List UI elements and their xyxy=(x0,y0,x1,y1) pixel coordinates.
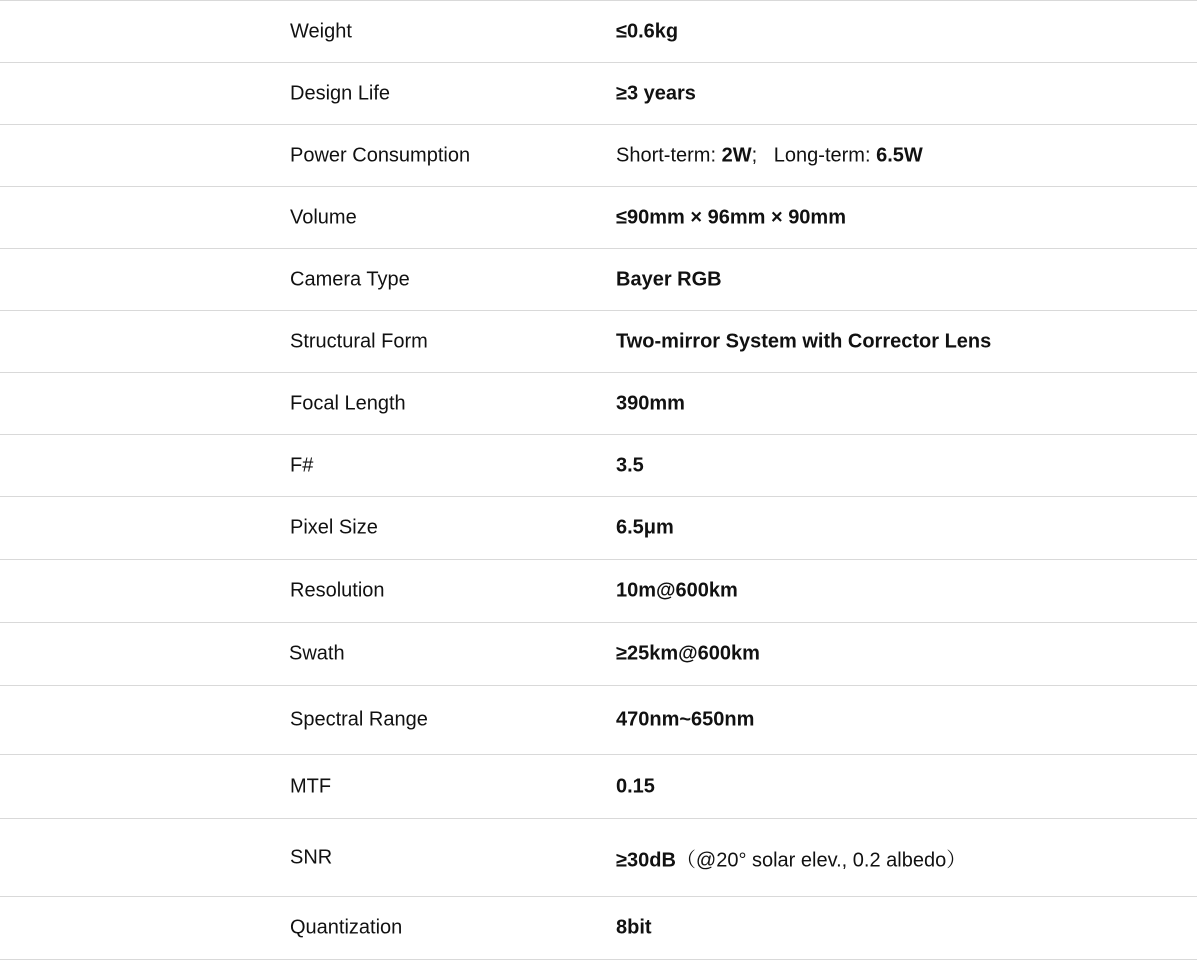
spec-row-structural-form xyxy=(0,311,1197,373)
spec-value: ≥25km@600km xyxy=(616,642,760,665)
spec-label: SNR xyxy=(290,846,333,868)
short-term-value: 2W xyxy=(721,144,752,166)
spec-row-snr xyxy=(0,819,1197,897)
spec-label: Swath xyxy=(289,642,345,665)
spec-label: Quantization xyxy=(290,916,403,939)
spec-value: 0.15 xyxy=(616,775,655,797)
spec-row-power-consumption xyxy=(0,125,1197,187)
spec-row-pixel-size xyxy=(0,497,1197,560)
long-term-value: 6.5W xyxy=(876,144,923,166)
spec-row-swath xyxy=(0,623,1197,686)
spec-label: Pixel Size xyxy=(290,516,378,539)
spec-label: Power Consumption xyxy=(290,144,471,166)
spec-label: Volume xyxy=(290,206,357,228)
spec-value: ≤90mm × 96mm × 90mm xyxy=(616,206,846,228)
long-term-label: ; Long-term: xyxy=(751,144,877,166)
spec-label: Design Life xyxy=(290,82,391,104)
spec-value: 8bit xyxy=(616,916,652,939)
spec-row-resolution xyxy=(0,560,1197,623)
spec-row-weight xyxy=(0,1,1197,63)
spec-value: 10m@600km xyxy=(616,579,738,602)
spec-value: Two-mirror System with Corrector Lens xyxy=(616,330,992,352)
snr-condition: （@20° solar elev., 0.2 albedo） xyxy=(675,849,967,871)
spec-label: Focal Length xyxy=(290,392,406,414)
spec-row-design-life xyxy=(0,63,1197,125)
short-term-label: Short-term: xyxy=(616,144,722,166)
spec-row-focal-length xyxy=(0,373,1197,435)
spec-label: Weight xyxy=(290,20,352,42)
spec-label: Structural Form xyxy=(290,330,428,352)
spec-row-f-number xyxy=(0,435,1197,497)
spec-label: Resolution xyxy=(290,579,385,602)
spec-row-quantization xyxy=(0,897,1197,960)
spec-label: F# xyxy=(290,454,314,476)
snr-value: ≥30dB xyxy=(616,849,676,871)
spec-value: ≥3 years xyxy=(616,82,696,104)
spec-value: 470nm~650nm xyxy=(616,708,755,731)
spec-row-volume xyxy=(0,187,1197,249)
spec-value: ≤0.6kg xyxy=(616,20,679,42)
spec-value: 3.5 xyxy=(616,454,644,476)
spec-value-mixed xyxy=(616,843,966,872)
spec-label: MTF xyxy=(290,775,332,797)
spec-label: Camera Type xyxy=(290,268,410,290)
spec-value: 390mm xyxy=(616,392,685,414)
spec-value-mixed xyxy=(616,144,923,167)
spec-row-spectral-range xyxy=(0,686,1197,755)
spec-value: Bayer RGB xyxy=(616,268,722,290)
spec-row-camera-type xyxy=(0,249,1197,311)
spec-value: 6.5μm xyxy=(616,516,674,539)
spec-label: Spectral Range xyxy=(290,708,428,731)
spec-row-mtf xyxy=(0,755,1197,819)
